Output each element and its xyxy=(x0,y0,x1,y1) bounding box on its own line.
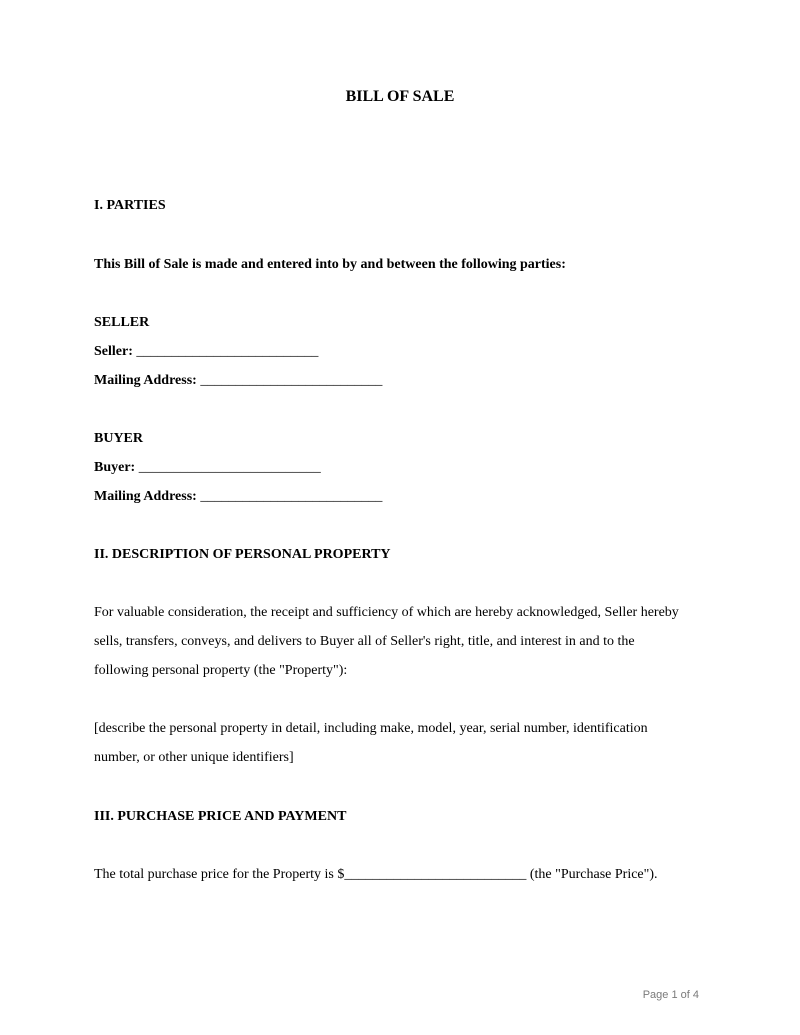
buyer-address-label: Mailing Address: xyxy=(94,489,197,504)
section-heading-property: II. DESCRIPTION OF PERSONAL PROPERTY xyxy=(94,547,391,562)
property-placeholder-line-1: [describe the personal property in detail, including make, model, year, serial number, identification xyxy=(94,721,648,736)
property-paragraph-line-2: sells, transfers, conveys, and delivers to Buyer all of Seller's right, title, and interest in and to the xyxy=(94,634,635,649)
buyer-name-row xyxy=(94,459,321,477)
buyer-name-blank: __________________________ xyxy=(138,460,321,475)
section-heading-parties: I. PARTIES xyxy=(94,198,166,213)
buyer-address-row xyxy=(94,488,382,506)
seller-address-label: Mailing Address: xyxy=(94,373,197,388)
seller-name-label: Seller: xyxy=(94,344,133,359)
seller-name-blank: __________________________ xyxy=(136,344,319,359)
seller-heading: SELLER xyxy=(94,315,150,330)
property-paragraph-line-3: following personal property (the "Property"): xyxy=(94,663,348,678)
buyer-name-label: Buyer: xyxy=(94,460,136,475)
seller-address-row xyxy=(94,372,382,390)
parties-intro: This Bill of Sale is made and entered into by and between the following parties: xyxy=(94,257,566,272)
property-placeholder-line-2: number, or other unique identifiers] xyxy=(94,750,294,765)
buyer-heading: BUYER xyxy=(94,431,144,446)
document-title: BILL OF SALE xyxy=(345,88,455,105)
buyer-address-blank: __________________________ xyxy=(200,489,383,504)
seller-name-row xyxy=(94,343,318,361)
section-heading-purchase-price: III. PURCHASE PRICE AND PAYMENT xyxy=(94,809,347,824)
property-paragraph-line-1: For valuable consideration, the receipt and sufficiency of which are hereby acknowledged, Seller hereby xyxy=(94,605,679,620)
seller-address-blank: __________________________ xyxy=(200,373,383,388)
page-number: Page 1 of 4 xyxy=(642,989,699,1001)
purchase-price-text: The total purchase price for the Property is $__________________________ (the "Purchase Price"). xyxy=(94,867,658,882)
